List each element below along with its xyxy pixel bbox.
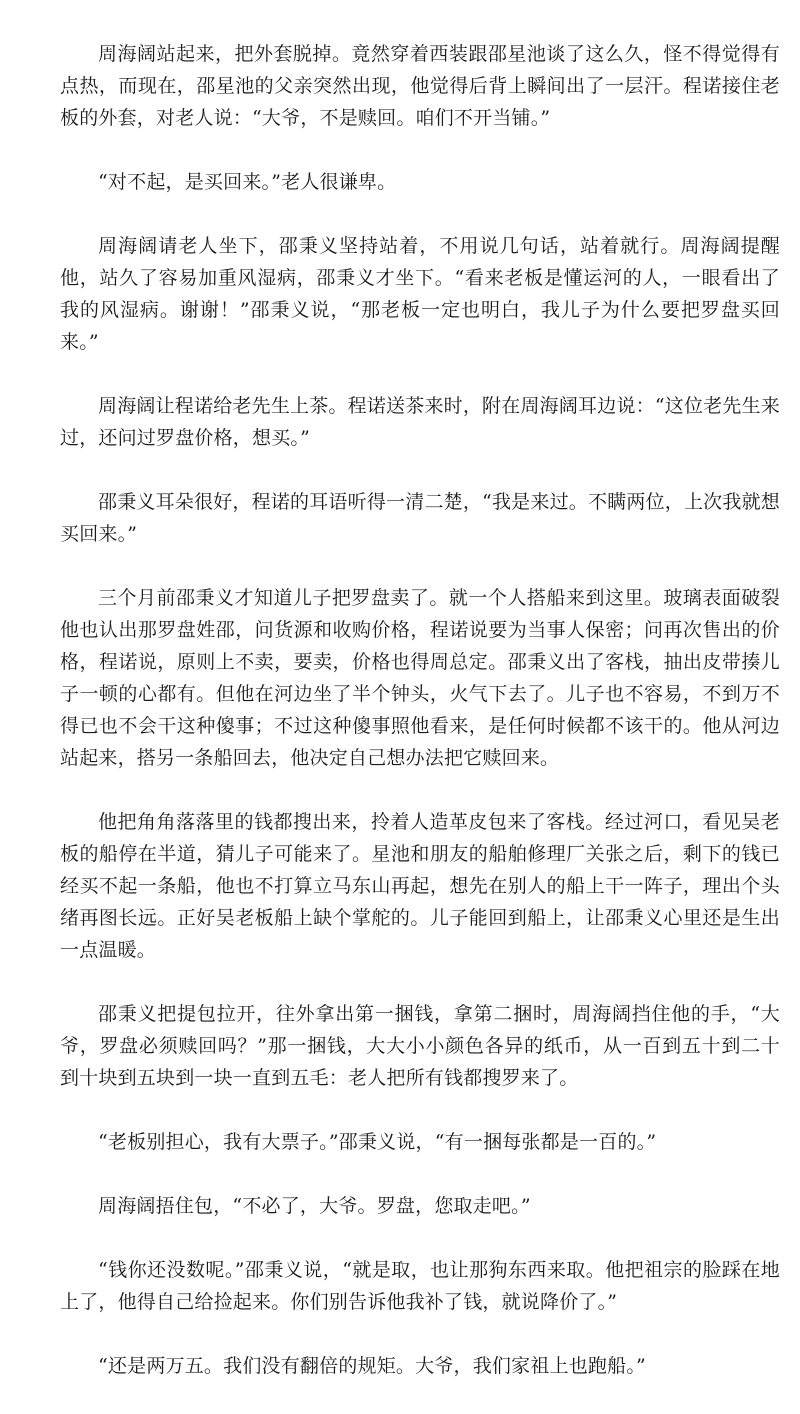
- paragraph: “老板别担心，我有大票子。”邵秉义说，“有一捆每张都是一百的。”: [98, 1131, 657, 1153]
- paragraph: 周海阔站起来，把外套脱掉。竟然穿着西装跟邵星池谈了这么久，怪不得觉得有点热，而现在，邵星池的父亲突然出现，他觉得后背上瞬间出了一层汗。程诺接住老板的外套，对老人说：“大爷，不是赎回。咱们不开当铺。”: [60, 43, 780, 129]
- paragraph: 邵秉义把提包拉开，往外拿出第一捆钱，拿第二捆时，周海阔挡住他的手，“大爷，罗盘必须赎回吗？”那一捆钱，大大小小颜色各异的纸币，从一百到五十到二十到十块到五块到一块一直到五毛：老人把所有钱都搜罗来了。: [60, 1003, 780, 1089]
- paragraph: “还是两万五。我们没有翻倍的规矩。大爷，我们家祖上也跑船。”: [98, 1355, 646, 1377]
- paragraph: 周海阔让程诺给老先生上茶。程诺送茶来时，附在周海阔耳边说：“这位老先生来过，还问过罗盘价格，想买。”: [60, 395, 780, 449]
- paragraph: 邵秉义耳朵很好，程诺的耳语听得一清二楚，“我是来过。不瞒两位，上次我就想买回来。”: [60, 491, 780, 545]
- paragraph: “对不起，是买回来。”老人很谦卑。: [98, 171, 397, 193]
- paragraph: 周海阔请老人坐下，邵秉义坚持站着，不用说几句话，站着就行。周海阔提醒他，站久了容易加重风湿病，邵秉义才坐下。“看来老板是懂运河的人，一眼看出了我的风湿病。谢谢！”邵秉义说，“那老板一定也明白，我儿子为什么要把罗盘买回来。”: [60, 235, 780, 353]
- paragraph: 他把角角落落里的钱都搜出来，拎着人造革皮包来了客栈。经过河口，看见吴老板的船停在半道，猜儿子可能来了。星池和朋友的船舶修理厂关张之后，剩下的钱已经买不起一条船，他也不打算立马东山再起，想先在别人的船上干一阵子，理出个头绪再图长远。正好吴老板船上缺个掌舵的。儿子能回到船上，让邵秉义心里还是生出一点温暖。: [60, 811, 780, 961]
- document-body: [60, 38, 780, 1414]
- paragraph: “钱你还没数呢。”邵秉义说，“就是取，也让那狗东西来取。他把祖宗的脸踩在地上了，他得自己给捡起来。你们别告诉他我补了钱，就说降价了。”: [60, 1259, 780, 1313]
- paragraph: 周海阔捂住包，“不必了，大爷。罗盘，您取走吧。”: [98, 1195, 531, 1217]
- paragraph: 三个月前邵秉义才知道儿子把罗盘卖了。就一个人搭船来到这里。玻璃表面破裂他也认出那罗盘姓邵，问货源和收购价格，程诺说要为当事人保密；问再次售出的价格，程诺说，原则上不卖，要卖，价格也得周总定。邵秉义出了客栈，抽出皮带揍儿子一顿的心都有。但他在河边坐了半个钟头，火气下去了。儿子也不容易，不到万不得已也不会干这种傻事；不过这种傻事照他看来，是任何时候都不该干的。他从河边站起来，搭另一条船回去，他决定自己想办法把它赎回来。: [60, 587, 780, 769]
